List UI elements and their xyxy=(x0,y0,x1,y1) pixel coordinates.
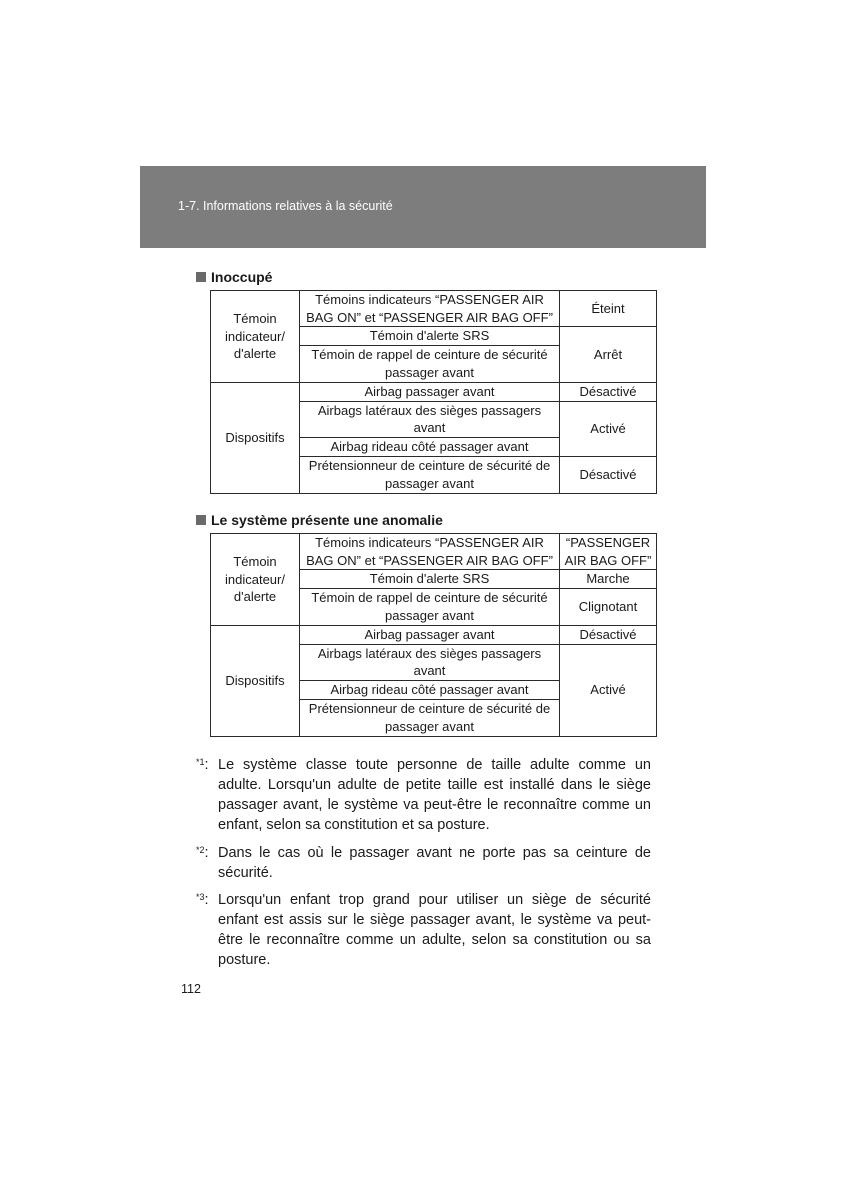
table-cell-item: Témoin de rappel de ceinture de sécurité passager avant xyxy=(300,345,560,382)
table-cell-state: Désactivé xyxy=(560,382,657,401)
section-heading-text: Le système présente une anomalie xyxy=(211,512,443,528)
table-cell-item: Témoin d'alerte SRS xyxy=(300,327,560,346)
table-cell-item: Airbag rideau côté passager avant xyxy=(300,680,560,699)
table-cell-item: Prétensionneur de ceinture de sécurité de passager avant xyxy=(300,699,560,736)
footnote-marker: $^{*2}$: xyxy=(196,845,209,861)
table-cell-item: Airbag rideau côté passager avant xyxy=(300,437,560,456)
table-cell-temoin-label: Témoin indicateur/ d'alerte xyxy=(211,534,300,626)
table-cell-state: Arrêt xyxy=(560,327,657,383)
table-cell-item: Témoins indicateurs “PASSENGER AIR BAG ON” et “PASSENGER AIR BAG OFF” xyxy=(300,534,560,570)
footnote-marker: $^{*3}$: xyxy=(196,892,209,908)
square-bullet-icon xyxy=(196,515,206,525)
footnote-marker: $^{*1}$: xyxy=(196,757,209,773)
table-cell-item: Témoin d'alerte SRS xyxy=(300,570,560,589)
table-cell-item: Airbag passager avant xyxy=(300,625,560,644)
footnote-2 xyxy=(196,843,651,883)
table-cell-item: Témoins indicateurs “PASSENGER AIR BAG ON” et “PASSENGER AIR BAG OFF” xyxy=(300,291,560,327)
table-cell-item: Airbags latéraux des sièges passagers avant xyxy=(300,401,560,437)
footnote-text: Le système classe toute personne de taille adulte comme un adulte. Lorsqu'un adulte de petite taille est installé dans le siège passager avant, le système va peut-être le reconnaître comme un enfant, selon sa constitution et sa posture. xyxy=(218,757,651,833)
footnote-1 xyxy=(196,755,651,835)
table-cell-temoin-label: Témoin indicateur/ d'alerte xyxy=(211,291,300,383)
section-heading-text: Inoccupé xyxy=(211,269,273,285)
table-cell-state: “PASSENGER AIR BAG OFF” xyxy=(560,534,657,570)
table-cell-dispositifs-label: Dispositifs xyxy=(211,382,300,493)
table-anomalie xyxy=(210,533,657,737)
table-cell-state: Éteint xyxy=(560,291,657,327)
table-cell-item: Airbag passager avant xyxy=(300,382,560,401)
table-cell-dispositifs-label: Dispositifs xyxy=(211,625,300,736)
table-row xyxy=(211,291,657,327)
table-cell-item: Témoin de rappel de ceinture de sécurité passager avant xyxy=(300,588,560,625)
section-heading-inoccupe xyxy=(196,269,272,285)
table-cell-state: Activé xyxy=(560,644,657,736)
table-cell-item: Prétensionneur de ceinture de sécurité de passager avant xyxy=(300,456,560,493)
table-row xyxy=(211,534,657,570)
square-bullet-icon xyxy=(196,272,206,282)
table-cell-state: Désactivé xyxy=(560,456,657,493)
page-number: 112 xyxy=(181,982,201,996)
table-row xyxy=(211,382,657,401)
table-cell-state: Désactivé xyxy=(560,625,657,644)
section-heading-anomalie xyxy=(196,512,443,528)
table-inoccupe xyxy=(210,290,657,494)
table-cell-state: Marche xyxy=(560,570,657,589)
table-cell-state: Activé xyxy=(560,401,657,456)
footnote-text: Dans le cas où le passager avant ne porte pas sa ceinture de sécurité. xyxy=(218,845,651,881)
table-row xyxy=(211,625,657,644)
table-cell-state: Clignotant xyxy=(560,588,657,625)
table-cell-item: Airbags latéraux des sièges passagers avant xyxy=(300,644,560,680)
footnote-text: Lorsqu'un enfant trop grand pour utiliser un siège de sécurité enfant est assis sur le siège passager avant, le système va peut-être le reconnaître comme un adulte, selon sa constitution ou sa posture. xyxy=(218,892,651,968)
footnote-3 xyxy=(196,890,651,970)
header-title: 1-7. Informations relatives à la sécurité xyxy=(178,199,393,213)
header-band xyxy=(140,166,706,248)
